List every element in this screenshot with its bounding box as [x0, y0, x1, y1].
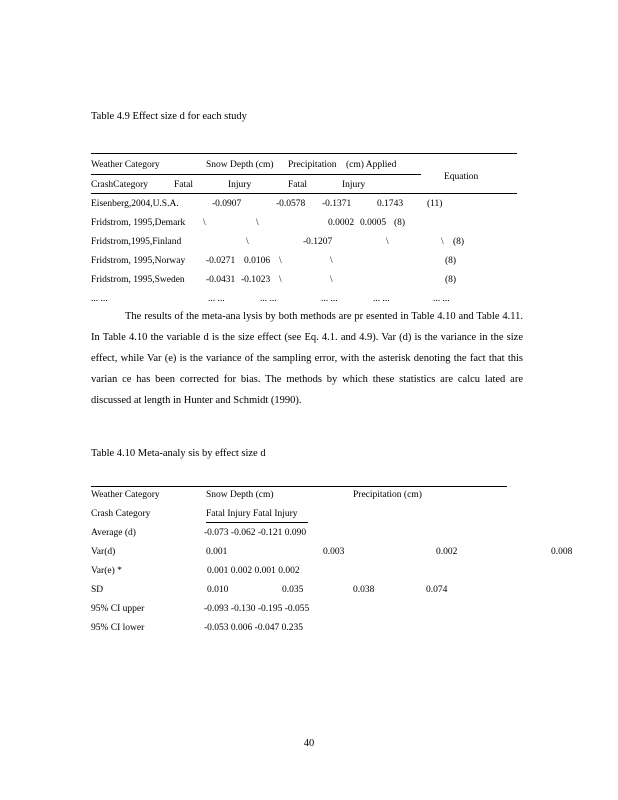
t49-cell: (8)	[445, 275, 457, 285]
t49-cell: -0.0271	[206, 256, 236, 266]
table-4-9-header-bottom-rule	[91, 193, 517, 194]
t49-ellipsis: ... ...	[321, 294, 338, 304]
t49-cell: -0.0578	[276, 199, 306, 209]
table-4-10-top-rule	[91, 486, 507, 487]
t49-header-injury-2: Injury	[342, 180, 366, 190]
page-number: 40	[303, 738, 315, 749]
t410-header-columns: Fatal Injury Fatal Injury	[206, 509, 298, 519]
body-paragraph-text: The results of the meta-ana lysis by both methods are pr esented in Table 4.10 and Table 4.11. In Table 4.10 the variable d is the size effect (see Eq. 4.1. and 4.9). Var (d) is the variance in the size effect, while Var (e) is the variance of the sampling error, with the asterisk denoting the fact that this varian ce has been corrected for bias. The methods by which these statistics are calcu lated are discussed at length in Hunter and Schmidt (1990).	[91, 311, 523, 406]
t410-row-values: -0.053 0.006 -0.047 0.235	[204, 623, 303, 633]
t49-cell: -0.1023	[241, 275, 271, 285]
t49-cell: -0.1207	[303, 237, 333, 247]
t49-header-precipitation: Precipitation	[288, 160, 337, 170]
t410-cell: 0.008	[551, 547, 573, 557]
t410-row-label: Average (d)	[91, 528, 136, 538]
table-4-10-caption: Table 4.10 Meta-analy sis by effect size d	[91, 448, 266, 459]
t410-header-precipitation: Precipitation (cm)	[353, 490, 422, 500]
t49-cell: \	[256, 218, 259, 228]
t49-cell: \	[246, 237, 249, 247]
t49-cell: -0.1371	[322, 199, 352, 209]
t49-row-study: Fridstrom, 1995,Demark	[91, 218, 186, 228]
t49-cell: \	[386, 237, 389, 247]
t49-header-weather-category: Weather Category	[91, 160, 160, 170]
table-4-9-caption: Table 4.9 Effect size d for each study	[91, 111, 247, 122]
t49-cell: 0.0002	[328, 218, 355, 228]
t410-row-values: 0.001 0.002 0.001 0.002	[207, 566, 300, 576]
t49-cell: -0.0431	[206, 275, 236, 285]
t410-row-label: Var(d)	[91, 547, 116, 557]
t49-cell: \	[330, 256, 333, 266]
t410-row-label: 95% CI lower	[91, 623, 145, 633]
t49-row-study: Fridstrom, 1995,Sweden	[91, 275, 185, 285]
t49-cell: \	[330, 275, 333, 285]
t410-row-values: -0.073 -0.062 -0.121 0.090	[204, 528, 307, 538]
t410-cell: 0.001	[206, 547, 228, 557]
t49-cell: 0.1743	[377, 199, 404, 209]
t49-header-injury-1: Injury	[228, 180, 252, 190]
t410-row-label: Var(e) *	[91, 566, 122, 576]
t410-cell: 0.074	[426, 585, 448, 595]
t49-ellipsis: ... ...	[433, 294, 450, 304]
t49-cell: (8)	[453, 237, 465, 247]
t410-row-label: 95% CI upper	[91, 604, 145, 614]
t49-cell: (8)	[394, 218, 406, 228]
t410-cell: 0.038	[353, 585, 375, 595]
t49-cell: (8)	[445, 256, 457, 266]
table-4-9-mid-rule	[91, 174, 421, 175]
t410-row-values: -0.093 -0.130 -0.195 -0.055	[204, 604, 310, 614]
t410-header-crash-category: Crash Category	[91, 509, 151, 519]
t410-cell: 0.003	[323, 547, 345, 557]
t410-row-label: SD	[91, 585, 104, 595]
t49-header-fatal-2: Fatal	[288, 180, 307, 190]
t49-cell: -0.0907	[212, 199, 242, 209]
t49-cell: \	[441, 237, 444, 247]
t49-ellipsis: ... ...	[260, 294, 277, 304]
t49-ellipsis: ... ...	[91, 294, 108, 304]
t49-header-applied: (cm) Applied	[346, 160, 397, 170]
t49-cell: 0.0106	[244, 256, 271, 266]
t49-ellipsis: ... ...	[373, 294, 390, 304]
t49-header-snow-depth: Snow Depth (cm)	[206, 160, 274, 170]
t49-row-study: Fridstrom, 1995,Norway	[91, 256, 186, 266]
t49-cell: 0.0005	[360, 218, 387, 228]
t49-row-study: Eisenberg,2004,U.S.A.	[91, 199, 179, 209]
t49-cell: (11)	[427, 199, 443, 209]
t410-header-snow-depth: Snow Depth (cm)	[206, 490, 274, 500]
body-paragraph	[91, 306, 523, 411]
t49-cell: \	[279, 256, 282, 266]
t49-header-fatal-1: Fatal	[174, 180, 193, 190]
t49-header-equation: Equation	[444, 172, 479, 182]
t49-cell: \	[279, 275, 282, 285]
t49-ellipsis: ... ...	[208, 294, 225, 304]
t410-cell: 0.035	[282, 585, 304, 595]
table-4-9-top-rule	[91, 153, 517, 154]
t410-cell: 0.010	[207, 585, 229, 595]
t410-header-weather-category: Weather Category	[91, 490, 160, 500]
t49-header-crash-category: CrashCategory	[91, 180, 148, 190]
table-4-10-header-rule	[206, 522, 308, 523]
t49-cell: \	[203, 218, 206, 228]
t49-row-study: Fridstrom,1995,Finland	[91, 237, 182, 247]
t410-cell: 0.002	[436, 547, 458, 557]
